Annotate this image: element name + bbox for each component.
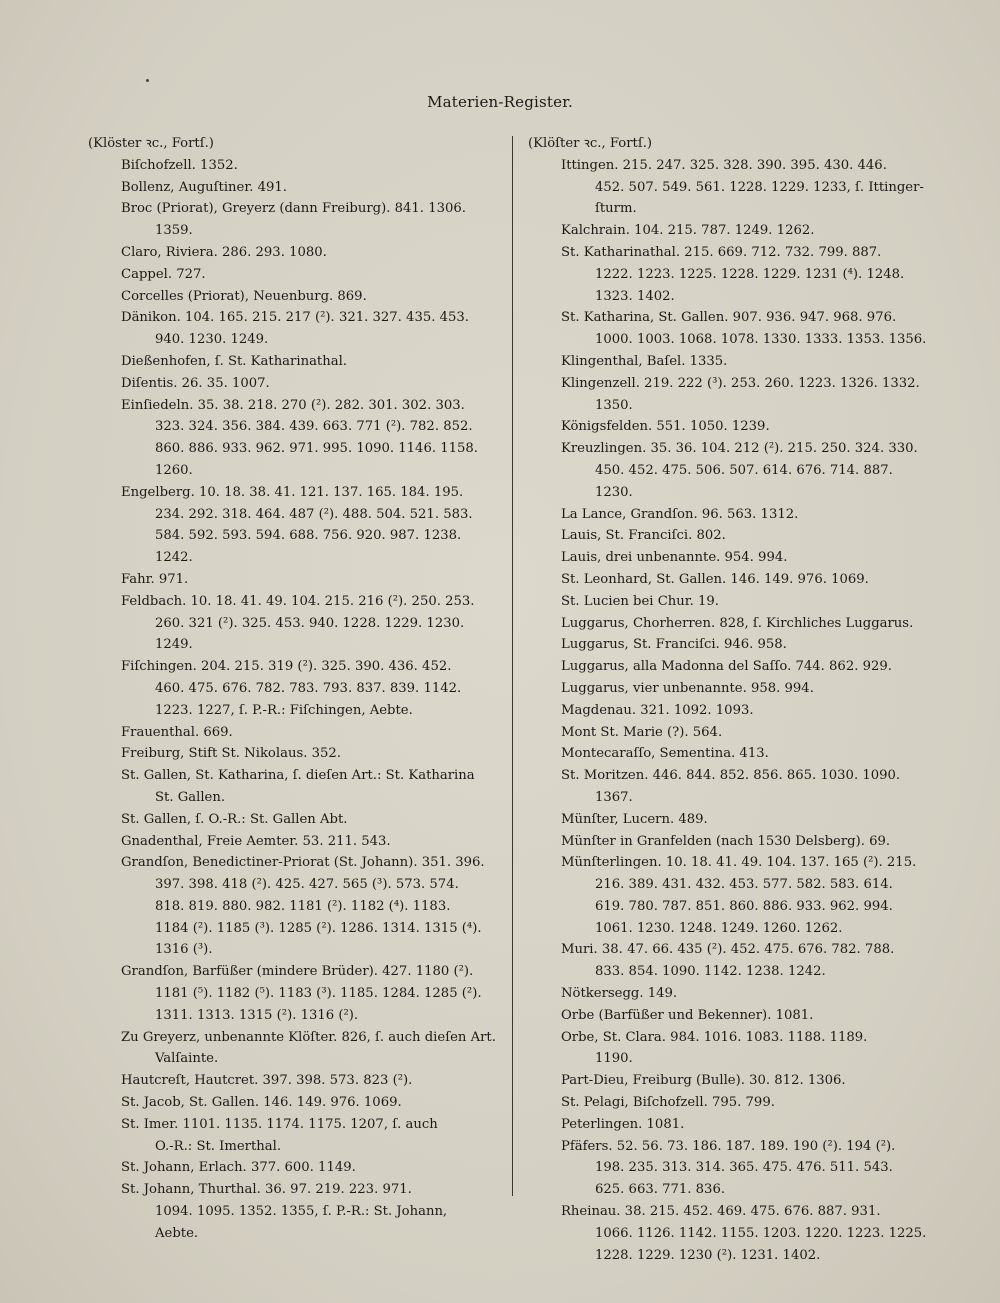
index-entry [528,220,948,242]
entry-continuation-line: 1228. 1229. 1230 (²). 1231. 1402. [595,1247,821,1263]
entry-continuation-line: 323. 324. 356. 384. 439. 663. 771 (²). 782. 852. [155,419,473,435]
entry-line: Mont St. Marie (?). 564. [561,724,723,740]
entry-continuation-line: 619. 780. 787. 851. 860. 886. 933. 962. 994. [595,898,893,914]
entry-continuation-line: 260. 321 (²). 325. 453. 940. 1228. 1229. 1230. [155,615,465,631]
index-entry [88,286,498,308]
entry-line: St. Johann, Thurthal. 36. 97. 219. 223. 971. [121,1182,412,1198]
entry-continuation-line: 625. 663. 771. 836. [595,1182,726,1198]
index-entry [88,722,498,744]
entry-line: Biſchofzell. 1352. [121,157,238,173]
entry-continuation-line: 234. 292. 318. 464. 487 (²). 488. 504. 521. 583. [155,506,473,522]
entry-continuation-line: 833. 854. 1090. 1142. 1238. 1242. [595,964,826,980]
entry-continuation-line: 1000. 1003. 1068. 1078. 1330. 1333. 1353. 1356. [595,332,927,348]
index-entry [88,1157,498,1179]
index-entry [528,1114,948,1136]
entry-line: Luggarus, vier unbenannte. 958. 994. [561,680,814,696]
index-entry [528,809,948,831]
entry-line: Rheinau. 38. 215. 452. 469. 475. 676. 887. 931. [561,1204,881,1220]
index-entry [528,307,948,351]
entry-line: Montecaraſſo, Sementina. 413. [561,746,769,762]
index-entry [528,591,948,613]
entry-line: Muri. 38. 47. 66. 435 (²). 452. 475. 676. 782. 788. [561,942,895,958]
index-entry [528,242,948,307]
entry-line: Dänikon. 104. 165. 215. 217 (²). 321. 327. 435. 453. [121,310,469,326]
entry-line: Engelberg. 10. 18. 38. 41. 121. 137. 165. 184. 195. [121,484,464,500]
entry-continuation-line: 1094. 1095. 1352. 1355, ſ. P.-R.: St. Johann, [155,1204,448,1220]
index-entry [528,939,948,983]
entry-line: Klingenzell. 219. 222 (³). 253. 260. 1223. 1326. 1332. [561,375,920,391]
entry-line: Münſter, Lucern. 489. [561,811,708,827]
entry-line: Dießenhofen, ſ. St. Katharinathal. [121,353,347,369]
index-entry [88,852,498,961]
index-entry [528,1201,948,1266]
entry-line: Pfäfers. 52. 56. 73. 186. 187. 189. 190 (²). 194 (²). [561,1138,896,1154]
right-column-head: (Klöſter ꝛc., Fortſ.) [528,136,653,151]
entry-line: Grandſon, Barfüßer (mindere Brüder). 427. 1180 (²). [121,964,474,980]
index-entry [528,852,948,939]
entry-continuation-line: St. Gallen. [155,789,226,805]
index-entry [528,1092,948,1114]
entry-continuation-line: O.-R.: St. Imerthal. [155,1138,282,1154]
entry-line: Fiſchingen. 204. 215. 319 (²). 325. 390. 436. 452. [121,659,452,675]
entry-continuation-line: 198. 235. 313. 314. 365. 475. 476. 511. 543. [595,1160,893,1176]
entry-continuation-line: 1223. 1227, ſ. P.-R.: Fiſchingen, Aebte. [155,702,413,718]
entry-continuation-line: 1350. [595,397,633,413]
index-entry [88,961,498,1026]
entry-line: St. Lucien bei Chur. 19. [561,593,720,609]
index-entry [88,264,498,286]
entry-line: St. Jacob, St. Gallen. 146. 149. 976. 1069. [121,1095,402,1111]
page-title: Materien-Register. [427,93,573,111]
entry-line: Münſterlingen. 10. 18. 41. 49. 104. 137. 165 (²). 215. [561,855,917,871]
entry-continuation-line: 1181 (⁵). 1182 (⁵). 1183 (³). 1185. 1284. 1285 (²). [155,986,482,1002]
entry-line: Lauis, drei unbenannte. 954. 994. [561,550,788,566]
entry-continuation-line: 1260. [155,462,193,478]
entry-continuation-line: 452. 507. 549. 561. 1228. 1229. 1233, ſ. Ittinger- [595,179,924,195]
entry-line: Luggarus, St. Franciſci. 946. 958. [561,637,787,653]
index-entry [88,373,498,395]
index-entry [528,1027,948,1071]
entry-line: Part-Dieu, Freiburg (Bulle). 30. 812. 1306. [561,1073,846,1089]
entry-continuation-line: 1242. [155,550,193,566]
entry-line: Gnadenthal, Freie Aemter. 53. 211. 543. [121,833,391,849]
entry-line: Fahr. 971. [121,571,189,587]
left-entries [88,155,498,1245]
entry-line: St. Pelagi, Biſchofzell. 795. 799. [561,1095,775,1111]
entry-continuation-line: 1367. [595,789,633,805]
entry-continuation-line: 1230. [595,484,633,500]
entry-line: Kreuzlingen. 35. 36. 104. 212 (²). 215. 250. 324. 330. [561,441,918,457]
entry-line: Broc (Priorat), Greyerz (dann Freiburg). 841. 1306. [121,201,466,217]
left-column-head: (Klöster ꝛc., Fortſ.) [88,136,214,151]
entry-line: Grandſon, Benedictiner-Priorat (St. Johann). 351. 396. [121,855,485,871]
index-entry [528,983,948,1005]
entry-continuation-line: 450. 452. 475. 506. 507. 614. 676. 714. 887. [595,462,893,478]
index-entry [88,242,498,264]
index-entry [528,438,948,503]
right-entries [528,155,948,1267]
entry-line: Münſter in Granfelden (nach 1530 Delsberg). 69. [561,833,891,849]
entry-continuation-line: 1323. 1402. [595,288,675,304]
entry-continuation-line: 818. 819. 880. 982. 1181 (²). 1182 (⁴). 1183. [155,898,451,914]
entry-line: Diſentis. 26. 35. 1007. [121,375,270,391]
index-entry [528,155,948,220]
entry-continuation-line: 216. 389. 431. 432. 453. 577. 582. 583. 614. [595,877,893,893]
index-entry [528,525,948,547]
entry-continuation-line: 1359. [155,223,193,239]
entry-line: Einſiedeln. 35. 38. 218. 270 (²). 282. 301. 302. 303. [121,397,465,413]
index-entry [88,1027,498,1071]
index-entry [88,307,498,351]
index-entry [88,198,498,242]
index-entry [528,416,948,438]
entry-continuation-line: 584. 592. 593. 594. 688. 756. 920. 987. 1238. [155,528,462,544]
index-entry [88,351,498,373]
entry-continuation-line: Aebte. [155,1225,199,1241]
entry-continuation-line: 1311. 1313. 1315 (²). 1316 (²). [155,1007,359,1023]
index-entry [88,765,498,809]
index-entry [88,656,498,721]
entry-continuation-line: 1316 (³). [155,942,213,958]
index-entry [528,373,948,417]
entry-line: La Lance, Grandſon. 96. 563. 1312. [561,506,799,522]
print-speck [146,79,149,82]
right-column [528,133,948,1266]
entry-line: Freiburg, Stift St. Nikolaus. 352. [121,746,341,762]
index-entry [528,504,948,526]
index-entry [88,177,498,199]
index-entry [88,482,498,569]
index-entry [528,765,948,809]
entry-continuation-line: ſturm. [595,201,637,217]
entry-line: Bollenz, Auguſtiner. 491. [121,179,287,195]
entry-line: Kalchrain. 104. 215. 787. 1249. 1262. [561,223,815,239]
index-entry [528,1136,948,1201]
index-entry [528,678,948,700]
entry-line: Corcelles (Priorat), Neuenburg. 869. [121,288,367,304]
entry-line: St. Gallen, ſ. O.-R.: St. Gallen Abt. [121,811,348,827]
entry-line: Magdenau. 321. 1092. 1093. [561,702,754,718]
index-entry [528,1005,948,1027]
index-entry [528,547,948,569]
index-entry [88,831,498,853]
entry-continuation-line: 460. 475. 676. 782. 783. 793. 837. 839. 1142. [155,680,462,696]
index-entry [528,569,948,591]
index-entry [528,722,948,744]
entry-continuation-line: 860. 886. 933. 962. 971. 995. 1090. 1146. 1158. [155,441,478,457]
index-entry [88,591,498,656]
entry-line: Ittingen. 215. 247. 325. 328. 390. 395. 430. 446. [561,157,887,173]
entry-continuation-line: 1184 (²). 1185 (³). 1285 (²). 1286. 1314. 1315 (⁴). [155,920,482,936]
entry-continuation-line: 1222. 1223. 1225. 1228. 1229. 1231 (⁴). 1248. [595,266,905,282]
entry-line: Königsfelden. 551. 1050. 1239. [561,419,770,435]
index-entry [528,743,948,765]
entry-line: St. Imer. 1101. 1135. 1174. 1175. 1207, ſ. auch [121,1116,438,1132]
entry-continuation-line: 397. 398. 418 (²). 425. 427. 565 (³). 573. 574. [155,877,459,893]
entry-line: Zu Greyerz, unbenannte Klöſter. 826, ſ. auch dieſen Art. [121,1029,496,1045]
entry-continuation-line: 1190. [595,1051,633,1067]
index-entry [88,1179,498,1244]
entry-line: Orbe (Barfüßer und Bekenner). 1081. [561,1007,814,1023]
entry-line: Cappel. 727. [121,266,206,282]
index-entry [88,809,498,831]
entry-continuation-line: Valſainte. [155,1051,219,1067]
index-entry [528,634,948,656]
entry-line: Lauis, St. Franciſci. 802. [561,528,726,544]
entry-line: Hautcreſt, Hautcret. 397. 398. 573. 823 (²). [121,1073,413,1089]
entry-line: St. Johann, Erlach. 377. 600. 1149. [121,1160,356,1176]
entry-line: Orbe, St. Clara. 984. 1016. 1083. 1188. 1189. [561,1029,868,1045]
entry-continuation-line: 940. 1230. 1249. [155,332,269,348]
index-entry [88,155,498,177]
column-divider [512,136,513,1196]
index-entry [528,656,948,678]
index-entry [528,1070,948,1092]
index-entry [528,613,948,635]
index-entry [88,1114,498,1158]
entry-continuation-line: 1249. [155,637,193,653]
left-column [88,133,498,1245]
index-entry [88,395,498,482]
entry-continuation-line: 1066. 1126. 1142. 1155. 1203. 1220. 1223. 1225. [595,1225,927,1241]
entry-line: St. Moritzen. 446. 844. 852. 856. 865. 1030. 1090. [561,768,901,784]
entry-line: Luggarus, alla Madonna del Saſſo. 744. 862. 929. [561,659,892,675]
index-entry [88,1070,498,1092]
entry-continuation-line: 1061. 1230. 1248. 1249. 1260. 1262. [595,920,843,936]
entry-line: St. Leonhard, St. Gallen. 146. 149. 976. 1069. [561,571,869,587]
entry-line: St. Gallen, St. Katharina, ſ. dieſen Art.: St. Katharina [121,768,475,784]
index-entry [88,743,498,765]
index-entry [528,351,948,373]
entry-line: St. Katharina, St. Gallen. 907. 936. 947. 968. 976. [561,310,897,326]
entry-line: Peterlingen. 1081. [561,1116,685,1132]
index-entry [528,831,948,853]
entry-line: Klingenthal, Baſel. 1335. [561,353,728,369]
index-entry [528,700,948,722]
entry-line: Luggarus, Chorherren. 828, ſ. Kirchliches Luggarus. [561,615,914,631]
entry-line: Nötkersegg. 149. [561,986,678,1002]
entry-line: Frauenthal. 669. [121,724,233,740]
entry-line: St. Katharinathal. 215. 669. 712. 732. 799. 887. [561,244,882,260]
index-entry [88,1092,498,1114]
entry-line: Feldbach. 10. 18. 41. 49. 104. 215. 216 (²). 250. 253. [121,593,475,609]
index-entry [88,569,498,591]
entry-line: Claro, Riviera. 286. 293. 1080. [121,244,327,260]
